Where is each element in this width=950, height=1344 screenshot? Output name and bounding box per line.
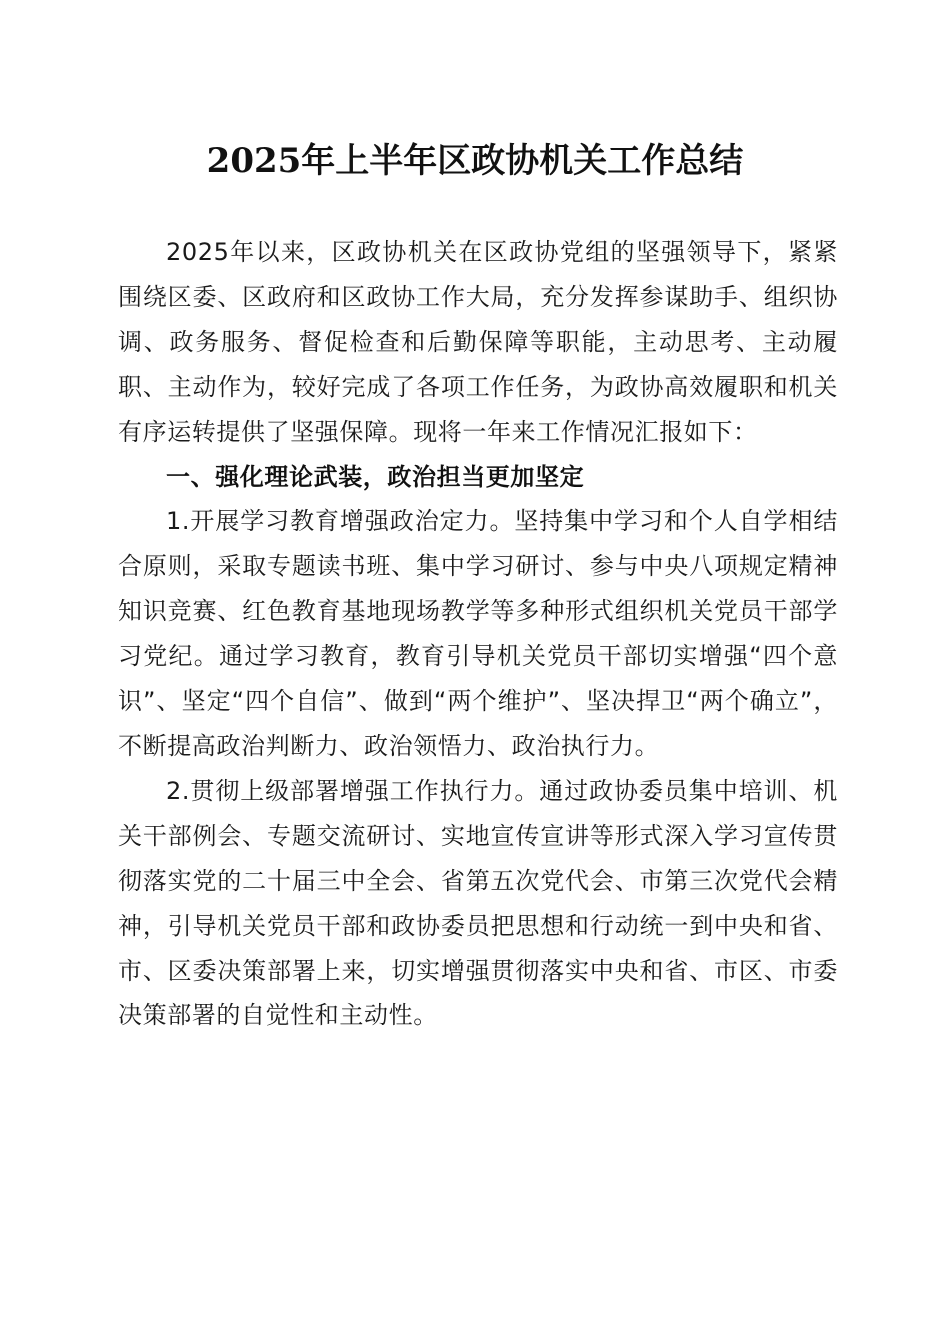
paragraph-item-1: 1.开展学习教育增强政治定力。坚持集中学习和个人自学相结合原则，采取专题读书班、集中学习研讨、参与中央八项规定精神知识竞赛、红色教育基地现场教学等多种形式组织机关党员干部学习党纪。通过学习教育，教育引导机关党员干部切实增强“四个意识”、坚定“四个自信”、做到“两个维护”、坚决捍卫“两个确立”，不断提高政治判断力、政治领悟力、政治执行力。 xyxy=(118,507,838,760)
intro-paragraph: 2025年以来，区政协机关在区政协党组的坚强领导下，紧紧围绕区委、区政府和区政协工作大局，充分发挥参谋助手、组织协调、政务服务、督促检查和后勤保障等职能，主动思考、主动履职、主动作为，较好完成了各项工作任务，为政协高效履职和机关有序运转提供了坚强保障。现将一年来工作情况汇报如下： xyxy=(118,238,838,446)
document-title: 2025年上半年区政协机关工作总结 xyxy=(206,141,744,181)
paragraph-item-2: 2.贯彻上级部署增强工作执行力。通过政协委员集中培训、机关干部例会、专题交流研讨、实地宣传宣讲等形式深入学习宣传贯彻落实党的二十届三中全会、省第五次党代会、市第三次党代会精神，引导机关党员干部和政协委员把思想和行动统一到中央和省、市、区委决策部署上来，切实增强贯彻落实中央和省、市区、市委决策部署的自觉性和主动性。 xyxy=(118,776,838,1030)
document-body xyxy=(118,230,838,1038)
section-heading-1: 一、强化理论武装，政治担当更加坚定 xyxy=(166,462,585,491)
